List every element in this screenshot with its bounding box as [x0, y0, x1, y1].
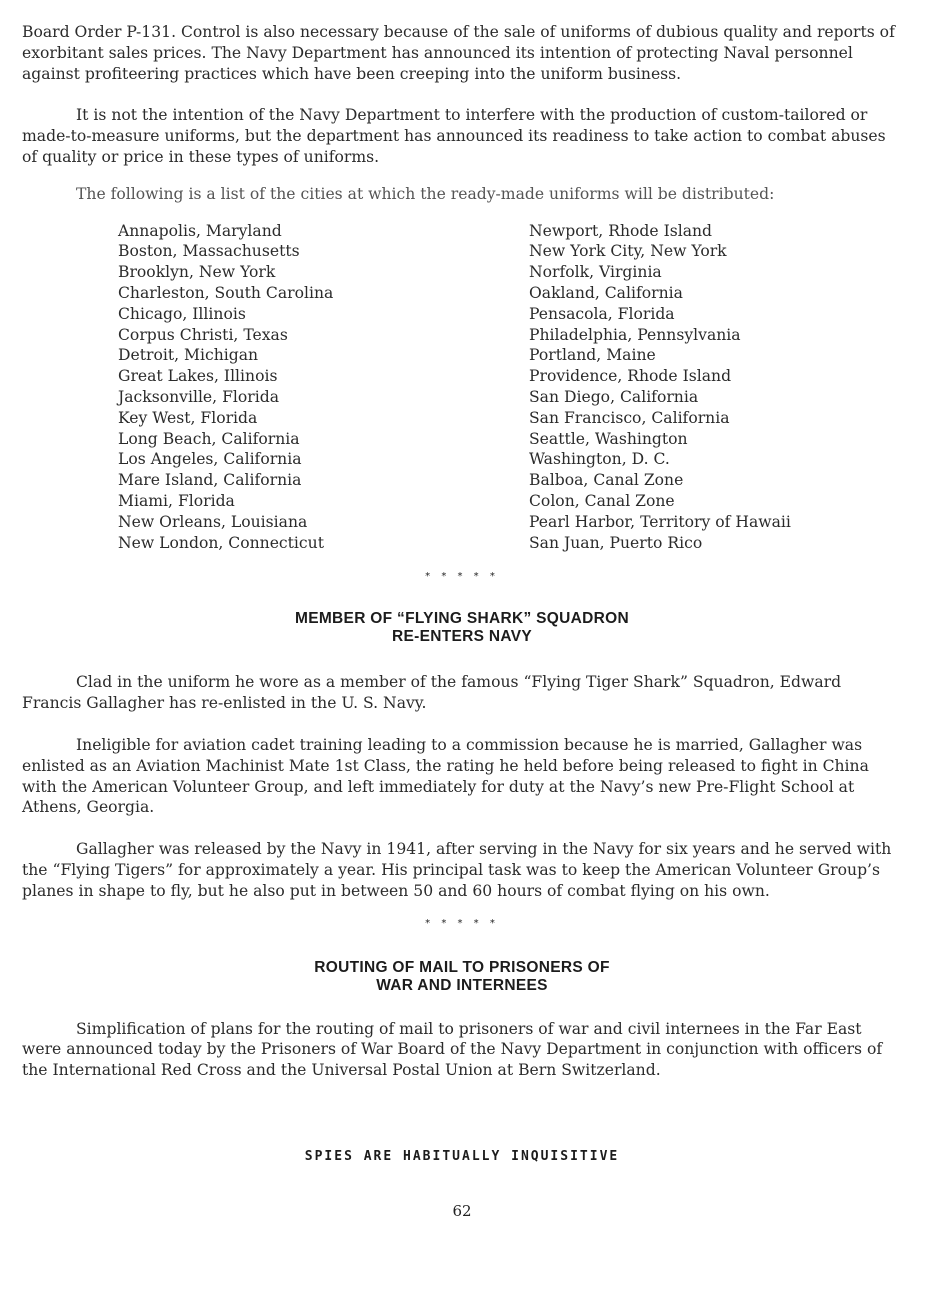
headline-line: MEMBER OF “FLYING SHARK” SQUADRON: [295, 610, 629, 628]
paragraph-mail-routing: Simplification of plans for the routing of mail to prisoners of war and civil internees in the Far East were announced today by the Prisoners of War Board of the Navy Department in conjunction with officers of the International Red Cross and the Universal Postal Union at Bern Switzerland.: [22, 1019, 883, 1080]
city-item: Miami, Florida: [118, 491, 235, 510]
city-item: New Orleans, Louisiana: [118, 512, 308, 531]
city-list-left-column: [118, 221, 529, 554]
city-item: Pensacola, Florida: [529, 304, 675, 323]
city-item: New London, Connecticut: [118, 533, 324, 552]
city-item: New York City, New York: [529, 242, 727, 261]
city-item: San Diego, California: [529, 387, 699, 406]
paragraph-gallagher-reenlisted: Clad in the uniform he wore as a member of the famous “Flying Tiger Shark” Squadron, Edward Francis Gallagher has re-enlisted in the U. S. Navy.: [22, 673, 842, 713]
article-headline-flying-shark: [22, 610, 902, 646]
city-item: Great Lakes, Illinois: [118, 367, 278, 386]
city-item: Pearl Harbor, Territory of Hawaii: [529, 512, 791, 531]
city-item: Balboa, Canal Zone: [529, 471, 684, 490]
section-separator: * * * * *: [425, 917, 499, 929]
city-item: Portland, Maine: [529, 346, 656, 365]
city-item: Charleston, South Carolina: [118, 283, 334, 302]
headline-line: ROUTING OF MAIL TO PRISONERS OF: [314, 958, 610, 976]
paragraph-gallagher-service: Gallagher was released by the Navy in 1941, after serving in the Navy for six years and he served with the “Flying Tigers” for approximately a year. His principal task was to keep the American Volunteer Group’s planes in shape to fly, but he also put in between 50 and 60 hours of combat flying on his own.: [22, 840, 892, 900]
city-item: Norfolk, Virginia: [529, 263, 662, 282]
city-item: Corpus Christi, Texas: [118, 325, 288, 344]
city-item: Mare Island, California: [118, 471, 302, 490]
city-list-right-column: [529, 221, 889, 554]
headline-line: WAR AND INTERNEES: [376, 976, 548, 994]
city-item: Detroit, Michigan: [118, 346, 259, 365]
city-item: Annapolis, Maryland: [118, 221, 282, 240]
paragraph-city-list-intro: The following is a list of the cities at which the ready-made uniforms will be distributed:: [76, 184, 775, 203]
city-item: Jacksonville, Florida: [118, 387, 279, 406]
city-item: San Juan, Puerto Rico: [529, 533, 703, 552]
document-page: [22, 22, 902, 1220]
footer-slogan: SPIES ARE HABITUALLY INQUISITIVE: [304, 1148, 620, 1164]
city-item: Chicago, Illinois: [118, 304, 246, 323]
page-number: 62: [452, 1201, 472, 1220]
city-item: San Francisco, California: [529, 408, 730, 427]
headline-line: RE-ENTERS NAVY: [392, 628, 532, 646]
section-separator: * * * * *: [425, 571, 499, 583]
city-item: Colon, Canal Zone: [529, 491, 675, 510]
city-item: Long Beach, California: [118, 429, 300, 448]
city-item: Newport, Rhode Island: [529, 221, 713, 240]
paragraph-board-order: Board Order P-131. Control is also necessary because of the sale of uniforms of dubious quality and reports of exorbitant sales prices. The Navy Department has announced its intention of protecting Naval personnel against profiteering practices which have been creeping into the uniform business.: [22, 23, 895, 83]
city-item: Washington, D. C.: [529, 450, 670, 469]
city-item: Providence, Rhode Island: [529, 367, 732, 386]
city-item: Key West, Florida: [118, 408, 258, 427]
city-item: Los Angeles, California: [118, 450, 302, 469]
article-headline-mail-routing: [22, 959, 902, 995]
city-item: Seattle, Washington: [529, 429, 688, 448]
city-item: Philadelphia, Pennsylvania: [529, 325, 741, 344]
city-item: Oakland, California: [529, 283, 683, 302]
paragraph-custom-tailored: It is not the intention of the Navy Department to interfere with the production of custom-tailored or made-to-measure uniforms, but the department has announced its readiness to take action to combat abuses of quality or price in these types of uniforms.: [22, 106, 886, 166]
paragraph-gallagher-ineligible: Ineligible for aviation cadet training leading to a commission because he is married, Gallagher was enlisted as an Aviation Machinist Mate 1st Class, the rating he held before being released to fight in China with the American Volunteer Group, and left immediately for duty at the Navy’s new Pre-Flight School at Athens, Georgia.: [22, 735, 869, 817]
city-item: Brooklyn, New York: [118, 263, 276, 282]
city-list: [22, 221, 902, 554]
city-item: Boston, Massachusetts: [118, 242, 300, 261]
